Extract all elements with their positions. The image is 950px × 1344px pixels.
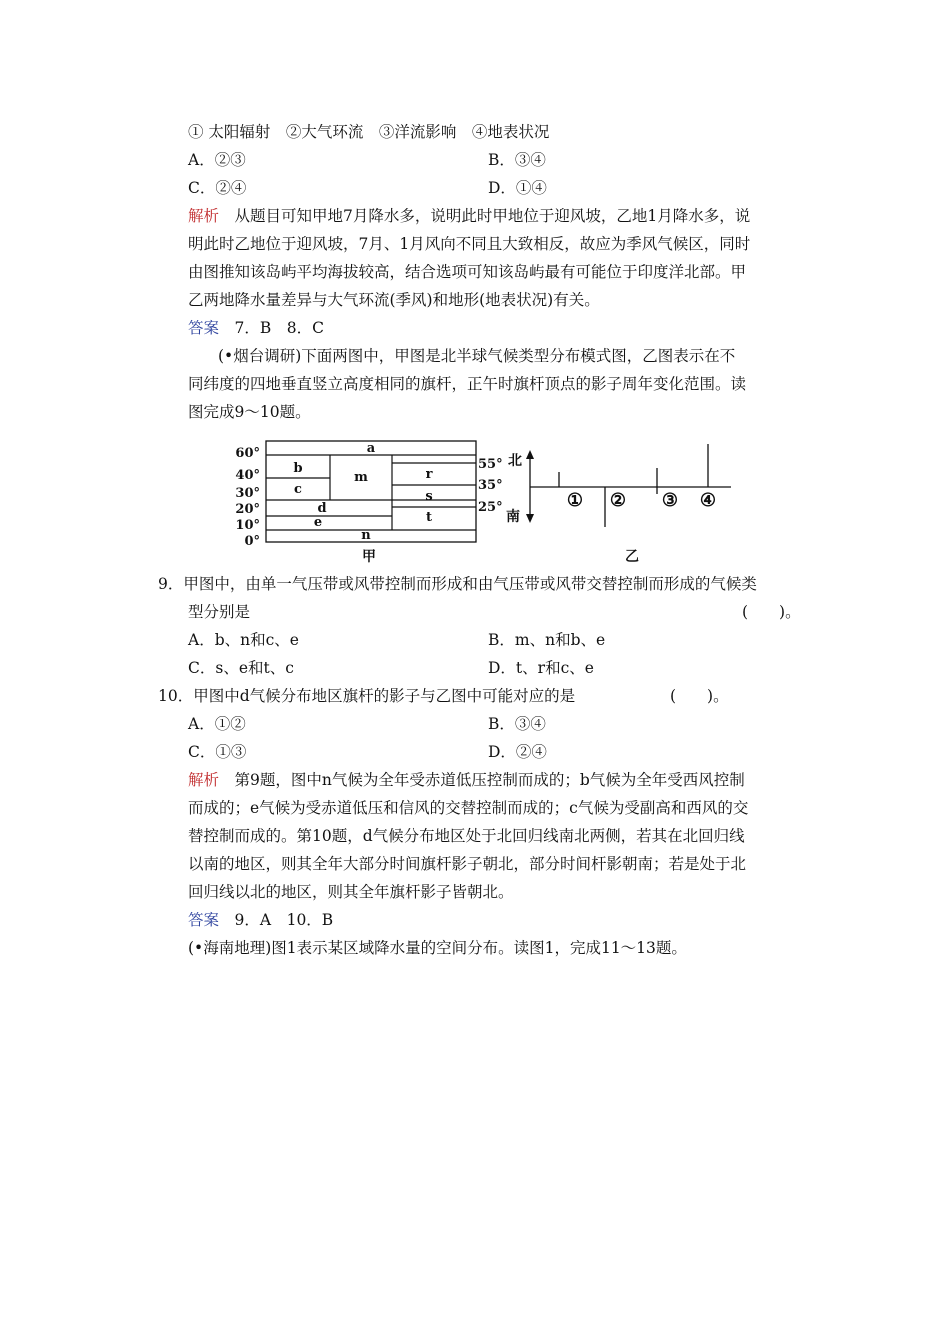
analysis2-line-5: 回归线以北的地区，则其全年旗杆影子皆朝北。 bbox=[188, 883, 514, 901]
analysis-label: 解析 bbox=[188, 207, 220, 225]
jia-diagram bbox=[235, 441, 476, 565]
q8-options-line: ① 太阳辐射 ②大气环流 ③洋流影响 ④地表状况 bbox=[188, 123, 550, 141]
q10-choice-c: C．①③ bbox=[188, 743, 247, 761]
analysis1-line-2: 明此时乙地位于迎风坡，7月、1月风向不同且大致相反，故应为季风气候区，同时 bbox=[188, 235, 751, 253]
q9-choice-a: A．b、n和c、e bbox=[188, 631, 299, 649]
q8-choice-a: A．②③ bbox=[188, 151, 246, 169]
q9-choice-c: C．s、e和t、c bbox=[188, 659, 294, 677]
lat-label: 35° bbox=[478, 478, 503, 493]
q9-blank: ( )。 bbox=[742, 603, 801, 621]
climate-figure bbox=[228, 434, 748, 570]
cell-r: r bbox=[425, 467, 433, 482]
cell-n: n bbox=[361, 528, 371, 543]
analysis1-line-3: 由图推知该岛屿平均海拔较高，结合选项可知该岛屿最有可能位于印度洋北部。甲 bbox=[188, 263, 747, 281]
yi-diagram bbox=[478, 444, 731, 565]
q10-blank: ( )。 bbox=[670, 687, 729, 705]
q8-choice-c: C．②④ bbox=[188, 179, 247, 197]
figure-svg bbox=[228, 434, 748, 570]
north-label: 北 bbox=[508, 453, 522, 469]
lat-label: 55° bbox=[478, 457, 503, 472]
analysis1-line-4: 乙两地降水量差异与大气环流(季风)和地形(地表状况)有关。 bbox=[188, 291, 600, 309]
lat-label: 40° bbox=[235, 468, 260, 483]
cell-d: d bbox=[317, 501, 327, 516]
q8-choice-d: D．①④ bbox=[488, 179, 547, 197]
cell-a: a bbox=[366, 441, 376, 456]
analysis2-line-2: 而成的；e气候为受赤道低压和信风的交替控制而成的；c气候为受副高和西风的交 bbox=[188, 799, 749, 817]
caption-yi: 乙 bbox=[625, 549, 639, 565]
cell-t: t bbox=[425, 510, 433, 525]
intro2-line-2: 同纬度的四地垂直竖立高度相同的旗杆，正午时旗杆顶点的影子周年变化范围。读 bbox=[188, 375, 747, 393]
q10-choice-a: A．①② bbox=[188, 715, 246, 733]
caption-jia: 甲 bbox=[362, 549, 376, 565]
cell-e: e bbox=[313, 515, 323, 530]
q9-choice-d: D．t、r和c、e bbox=[488, 659, 594, 677]
intro2-line-3: 图完成9～10题。 bbox=[188, 403, 311, 421]
answer1: 答案 7．B 8．C bbox=[188, 319, 325, 337]
intro2-line-1: (•烟台调研)下面两图中，甲图是北半球气候类型分布模式图，乙图表示在不 bbox=[218, 347, 736, 365]
analysis2-line-4: 以南的地区，则其全年大部分时间旗杆影子朝北，部分时间杆影朝南；若是处于北 bbox=[188, 855, 747, 873]
lat-label: 25° bbox=[478, 500, 503, 515]
lat-label: 0° bbox=[244, 534, 260, 549]
south-label: 南 bbox=[506, 509, 520, 525]
analysis1-line-1: 解析 从题目可知甲地7月降水多，说明此时甲地位于迎风坡，乙地1月降水多，说 bbox=[188, 207, 751, 225]
q10-choice-d: D．②④ bbox=[488, 743, 547, 761]
intro3-line: (•海南地理)图1表示某区域降水量的空间分布。读图1，完成11～13题。 bbox=[188, 939, 687, 957]
arrow-down-icon bbox=[526, 514, 534, 523]
marker-4: ④ bbox=[699, 490, 717, 511]
answer-label: 答案 bbox=[188, 319, 220, 337]
q9-line-2: 型分别是 bbox=[188, 603, 251, 621]
marker-1: ① bbox=[566, 490, 584, 511]
marker-3: ③ bbox=[661, 490, 679, 511]
answer-label: 答案 bbox=[188, 911, 220, 929]
analysis-label: 解析 bbox=[188, 771, 220, 789]
lat-label: 20° bbox=[235, 502, 260, 517]
cell-s: s bbox=[425, 489, 433, 504]
cell-m: m bbox=[354, 470, 368, 485]
analysis2-line-3: 替控制而成的。第10题，d气候分布地区处于北回归线南北两侧，若其在北回归线 bbox=[188, 827, 745, 845]
lat-label: 10° bbox=[235, 518, 260, 533]
q10-line: 10．甲图中d气候分布地区旗杆的影子与乙图中可能对应的是 bbox=[158, 687, 576, 705]
arrow-up-icon bbox=[526, 450, 534, 459]
cell-b: b bbox=[293, 461, 303, 476]
lat-label: 60° bbox=[235, 446, 260, 461]
q10-choice-b: B．③④ bbox=[488, 715, 546, 733]
cell-c: c bbox=[294, 482, 302, 497]
analysis2-line-1: 解析 第9题，图中n气候为全年受赤道低压控制而成的；b气候为全年受西风控制 bbox=[188, 771, 745, 789]
q9-line-1: 9．甲图中，由单一气压带或风带控制而形成和由气压带或风带交替控制而形成的气候类 bbox=[158, 575, 757, 593]
lat-label: 30° bbox=[235, 486, 260, 501]
answer2: 答案 9．A 10．B bbox=[188, 911, 334, 929]
q9-choice-b: B．m、n和b、e bbox=[488, 631, 606, 649]
q8-choice-b: B．③④ bbox=[488, 151, 546, 169]
marker-2: ② bbox=[609, 490, 627, 511]
